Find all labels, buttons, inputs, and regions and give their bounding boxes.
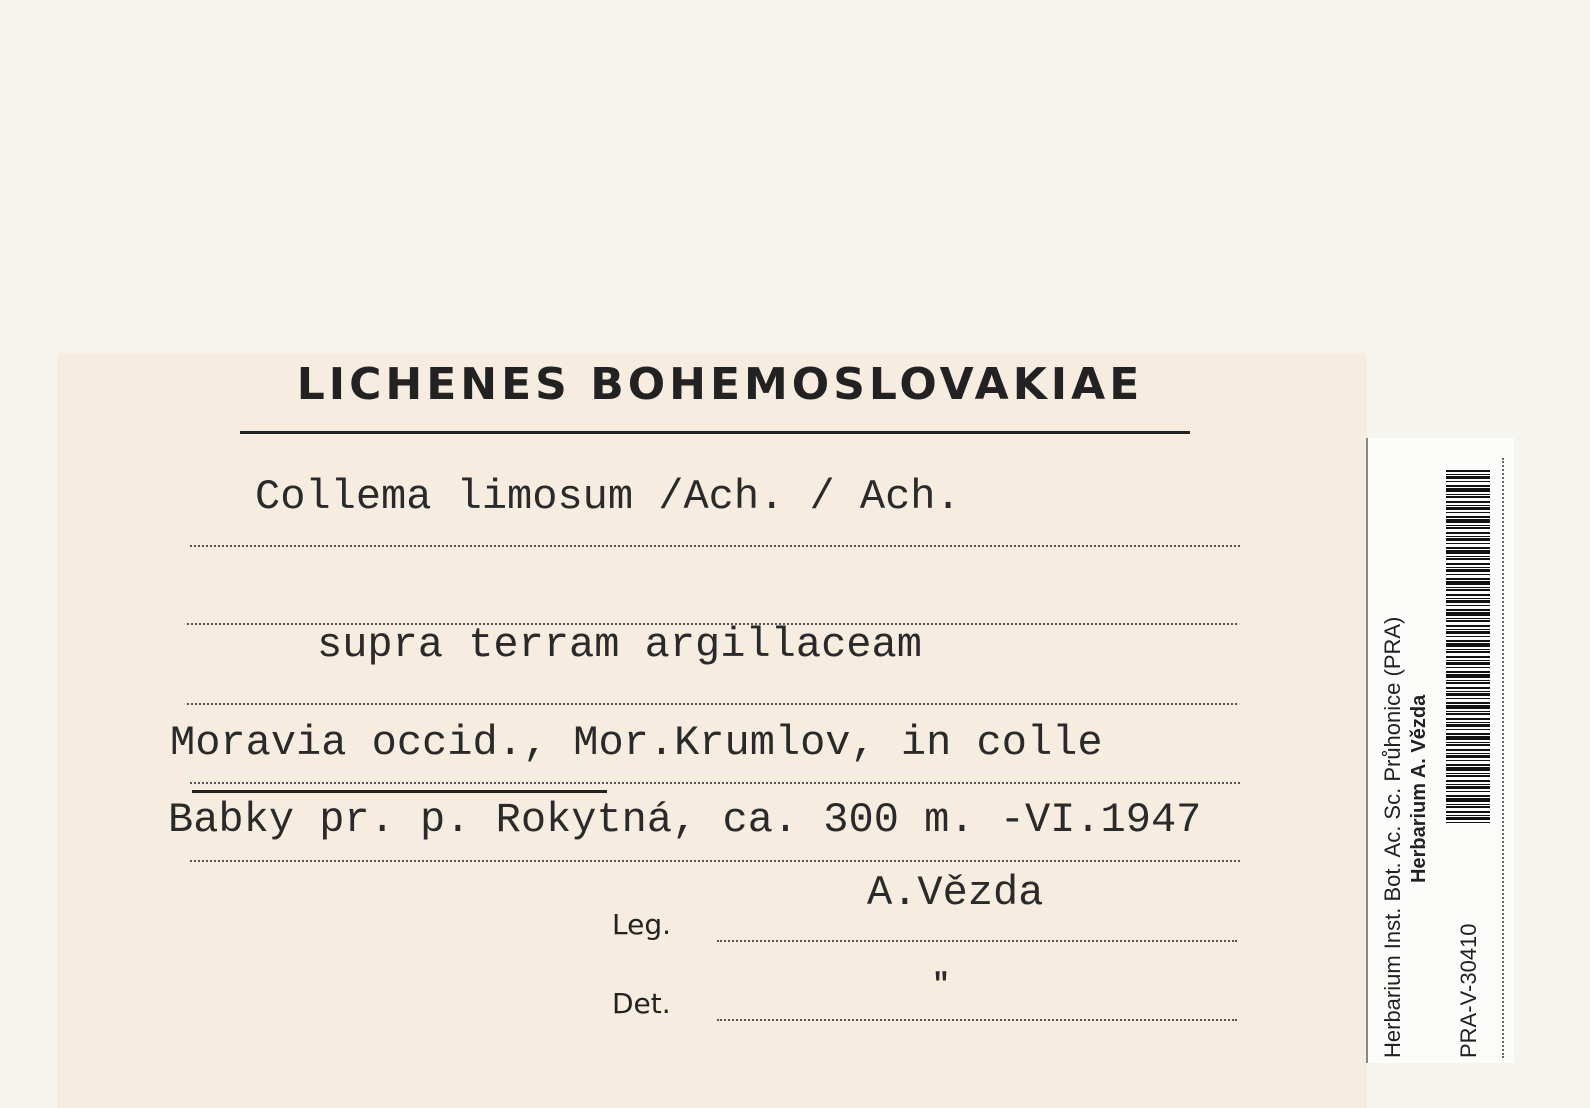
herbarium-sheet: [0, 0, 1590, 355]
dotted-line: [190, 545, 1240, 547]
underline-mark: [192, 790, 607, 793]
det-label: Det.: [612, 987, 671, 1020]
substrate-text: supra terram argillaceam: [317, 621, 922, 669]
collection-text: Herbarium A. Vězda: [1408, 694, 1430, 883]
dotted-line: [187, 703, 1237, 705]
dotted-line: [190, 782, 1240, 784]
institution-text: Herbarium Inst. Bot. Ac. Sc. Průhonice (PRA): [1380, 616, 1405, 1058]
leg-label: Leg.: [612, 908, 672, 941]
barcode-tag: [1366, 438, 1514, 1063]
locality-line-2: Babky pr. p. Rokytná, ca. 300 m. -VI.1947: [168, 796, 1202, 844]
specimen-label: [57, 353, 1367, 1108]
label-title: LICHENES BOHEMOSLOVAKIAE: [296, 359, 1144, 410]
barcode-icon: [1446, 470, 1490, 830]
det-dotted-line: [717, 1019, 1237, 1021]
collector-name: A.Vězda: [867, 869, 1044, 917]
locality-line-1: Moravia occid., Mor.Krumlov, in colle: [170, 719, 1103, 767]
title-underline: [240, 431, 1190, 434]
dotted-line: [190, 860, 1240, 862]
species-name: Collema limosum /Ach. / Ach.: [255, 473, 961, 521]
specimen-id: PRA-V-30410: [1456, 923, 1481, 1058]
leg-dotted-line: [717, 940, 1237, 942]
determiner-ditto: ": [932, 969, 951, 1003]
tag-dotted-line: [1502, 458, 1504, 1058]
